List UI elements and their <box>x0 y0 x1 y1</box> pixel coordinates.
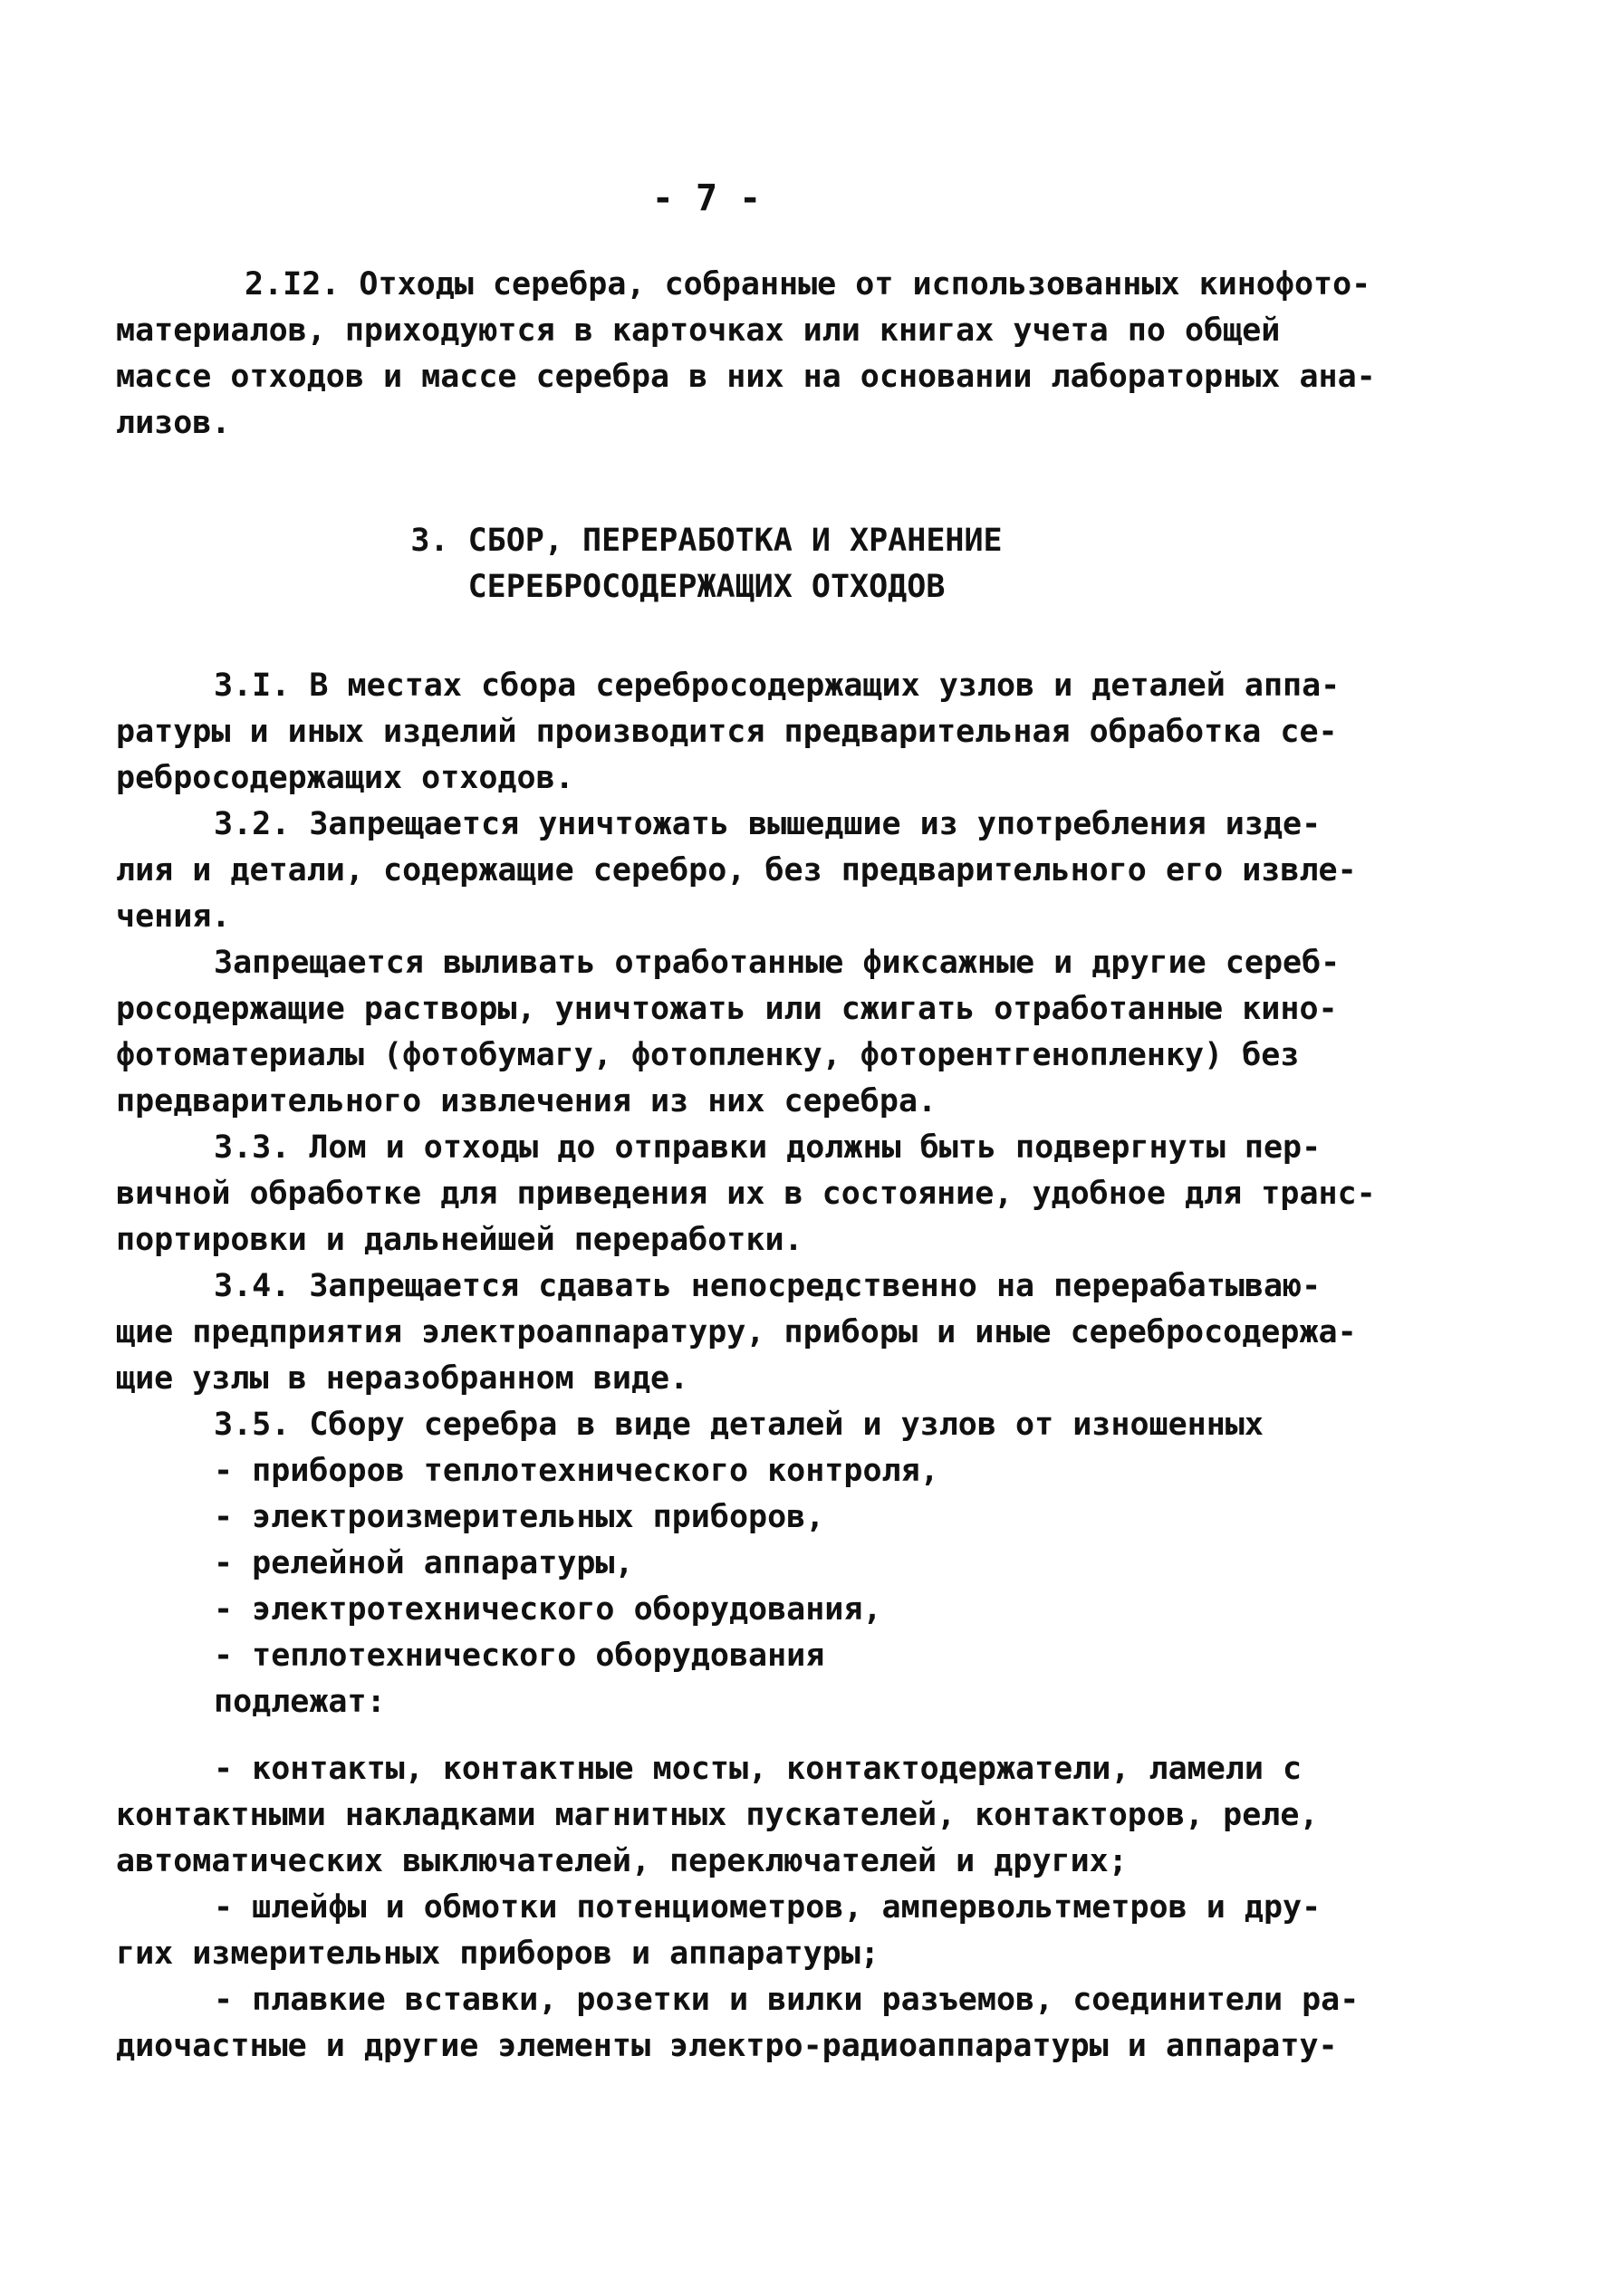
list-item-line-5: - теплотехнического оборудования <box>214 1638 825 1674</box>
body-line-4: 3.2. Запрещается уничтожать вышедшие из употребления изде- <box>214 806 1322 842</box>
body-line-6: чения. <box>116 898 231 935</box>
list-item-line-1: - приборов теплотехнического контроля, <box>214 1453 939 1489</box>
list-item-line-4: - электротехнического оборудования, <box>214 1591 882 1628</box>
section-3-heading-line-1: 3. СБОР, ПЕРЕРАБОТКА И ХРАНЕНИЕ <box>410 523 1003 559</box>
body-line-subject: подлежат: <box>214 1684 386 1720</box>
body-line-26: автоматических выключателей, переключателей и других; <box>116 1843 1128 1879</box>
body-line-5: лия и детали, содержащие серебро, без предварительного его извле- <box>116 852 1357 889</box>
body-line-1: 3.I. В местах сбора серебросодержащих узлов и деталей аппа- <box>214 668 1341 704</box>
body-line-27: - шлейфы и обмотки потенциометров, ампервольтметров и дру- <box>214 1889 1322 1926</box>
body-line-25: контактными накладками магнитных пускателей, контакторов, реле, <box>116 1797 1319 1833</box>
paragraph-2-12-line-1: 2.I2. Отходы серебра, собранные от использованных кинофото- <box>245 266 1371 303</box>
body-line-30: диочастные и другие элементы электро-радиоаппаратуры и аппарату- <box>116 2028 1338 2064</box>
body-line-13: портировки и дальнейшей переработки. <box>116 1222 803 1258</box>
body-line-29: - плавкие вставки, розетки и вилки разъемов, соединители ра- <box>214 1982 1360 2018</box>
body-line-8: росодержащие растворы, уничтожать или сжигать отработанные кино- <box>116 991 1338 1027</box>
body-line-12: вичной обработке для приведения их в состояние, удобное для транс- <box>116 1176 1376 1212</box>
body-line-11: 3.3. Лом и отходы до отправки должны быть подвергнуты пер- <box>214 1129 1322 1166</box>
body-line-10: предварительного извлечения из них серебра. <box>116 1083 937 1119</box>
body-line-7: Запрещается выливать отработанные фиксажные и другие сереб- <box>214 945 1341 981</box>
body-line-14: 3.4. Запрещается сдавать непосредственно на перерабатываю- <box>214 1268 1322 1304</box>
body-line-17: 3.5. Сбору серебра в виде деталей и узлов от изношенных <box>214 1407 1264 1443</box>
body-line-2: ратуры и иных изделий производится предварительная обработка се- <box>116 714 1338 750</box>
body-line-3: ребросодержащих отходов. <box>116 760 574 796</box>
list-item-line-2: - электроизмерительных приборов, <box>214 1499 825 1535</box>
body-line-9: фотоматериалы (фотобумагу, фотопленку, фоторентгенопленку) без <box>116 1037 1300 1073</box>
paragraph-2-12-line-4: лизов. <box>116 405 231 441</box>
body-line-16: щие узлы в неразобранном виде. <box>116 1360 689 1397</box>
page-number: - 7 - <box>651 178 762 219</box>
paragraph-2-12-line-2: материалов, приходуются в карточках или книгах учета по общей <box>116 312 1281 349</box>
body-line-15: щие предприятия электроаппаратуру, приборы и иные серебросодержа- <box>116 1314 1357 1350</box>
body-line-24: - контакты, контактные мосты, контактодержатели, ламели с <box>214 1751 1303 1787</box>
section-3-heading-line-2: СЕРЕБРОСОДЕРЖАЩИХ ОТХОДОВ <box>467 569 946 605</box>
body-line-28: гих измерительных приборов и аппаратуры; <box>116 1936 880 1972</box>
paragraph-2-12-line-3: массе отходов и массе серебра в них на основании лабораторных ана- <box>116 359 1376 395</box>
list-item-line-3: - релейной аппаратуры, <box>214 1545 634 1581</box>
